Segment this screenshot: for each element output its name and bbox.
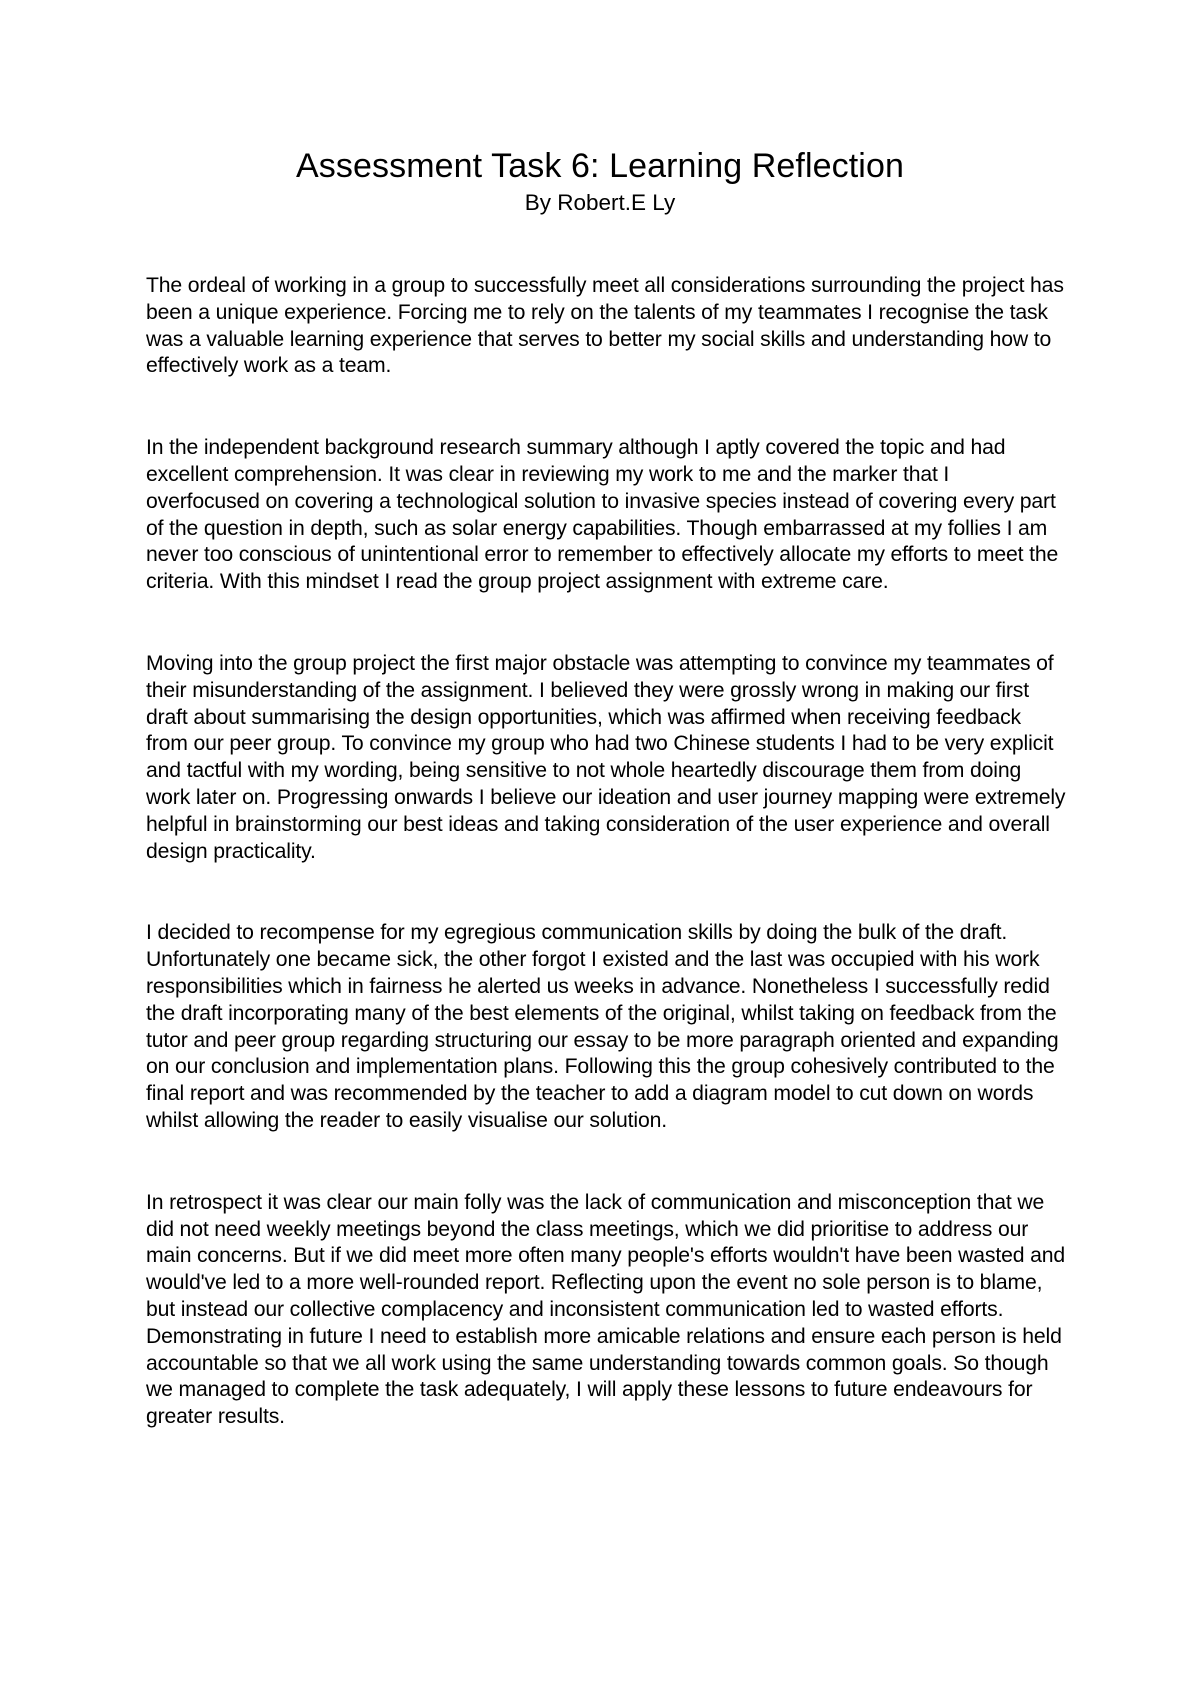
paragraph-2: In the independent background research summary although I aptly covered the topic and had excellent comprehension. It was clear in reviewing my work to me and the marker that I overfocused on covering a technological solution to invasive species instead of covering every part of the question in depth, such as solar energy capabilities. Though embarrassed at my follies I am never too conscious of unintentional error to remember to effectively allocate my efforts to meet the criteria. With this mindset I read the group project assignment with extreme care. — [146, 436, 1059, 594]
document-title: Assessment Task 6: Learning Reflection — [296, 147, 904, 185]
paragraph-3: Moving into the group project the first major obstacle was attempting to convince my teammates of their misunderstanding of the assignment. I believed they were grossly wrong in making our first draft about summarising the design opportunities, which was affirmed when receiving feedback from our peer group. To convince my group who had two Chinese students I had to be very explicit and tactful with my wording, being sensitive to not whole heartedly discourage them from doing work later on. Progressing onwards I believe our ideation and user journey mapping were extremely helpful in brainstorming our best ideas and taking consideration of the user experience and overall design practicality. — [146, 651, 1066, 863]
paragraph-4: I decided to recompense for my egregious communication skills by doing the bulk of the draft. Unfortunately one became sick, the other forgot I existed and the last was occupied with his work responsibilities which in fairness he alerted us weeks in advance. Nonetheless I successfully redid the draft incorporating many of the best elements of the original, whilst taking on feedback from the tutor and peer group regarding structuring our essay to be more paragraph oriented and expanding on our conclusion and implementation plans. Following this the group cohesively contributed to the final report and was recommended by the teacher to add a diagram model to cut down on words whilst allowing the reader to easily visualise our solution. — [146, 921, 1059, 1132]
document-header — [0, 146, 1200, 218]
document-body — [146, 273, 1068, 1431]
paragraph-5: In retrospect it was clear our main folly was the lack of communication and misconception that we did not need weekly meetings beyond the class meetings, which we did prioritise to address our main concerns. But if we did meet more often many people's efforts wouldn't have been wasted and would've led to a more well-rounded report. Reflecting upon the event no sole person is to blame, but instead our collective complacency and inconsistent communication led to wasted efforts. Demonstrating in future I need to establish more amicable relations and ensure each person is held accountable so that we all work using the same understanding towards common goals. So though we managed to complete the task adequately, I will apply these lessons to future endeavours for greater results. — [146, 1190, 1066, 1429]
paragraph-1: The ordeal of working in a group to successfully meet all considerations surrounding the project has been a unique experience. Forcing me to rely on the talents of my teammates I recognise the task was a valuable learning experience that serves to better my social skills and understanding how to effectively work as a team. — [146, 274, 1064, 378]
document-byline: By Robert.E Ly — [524, 190, 676, 215]
